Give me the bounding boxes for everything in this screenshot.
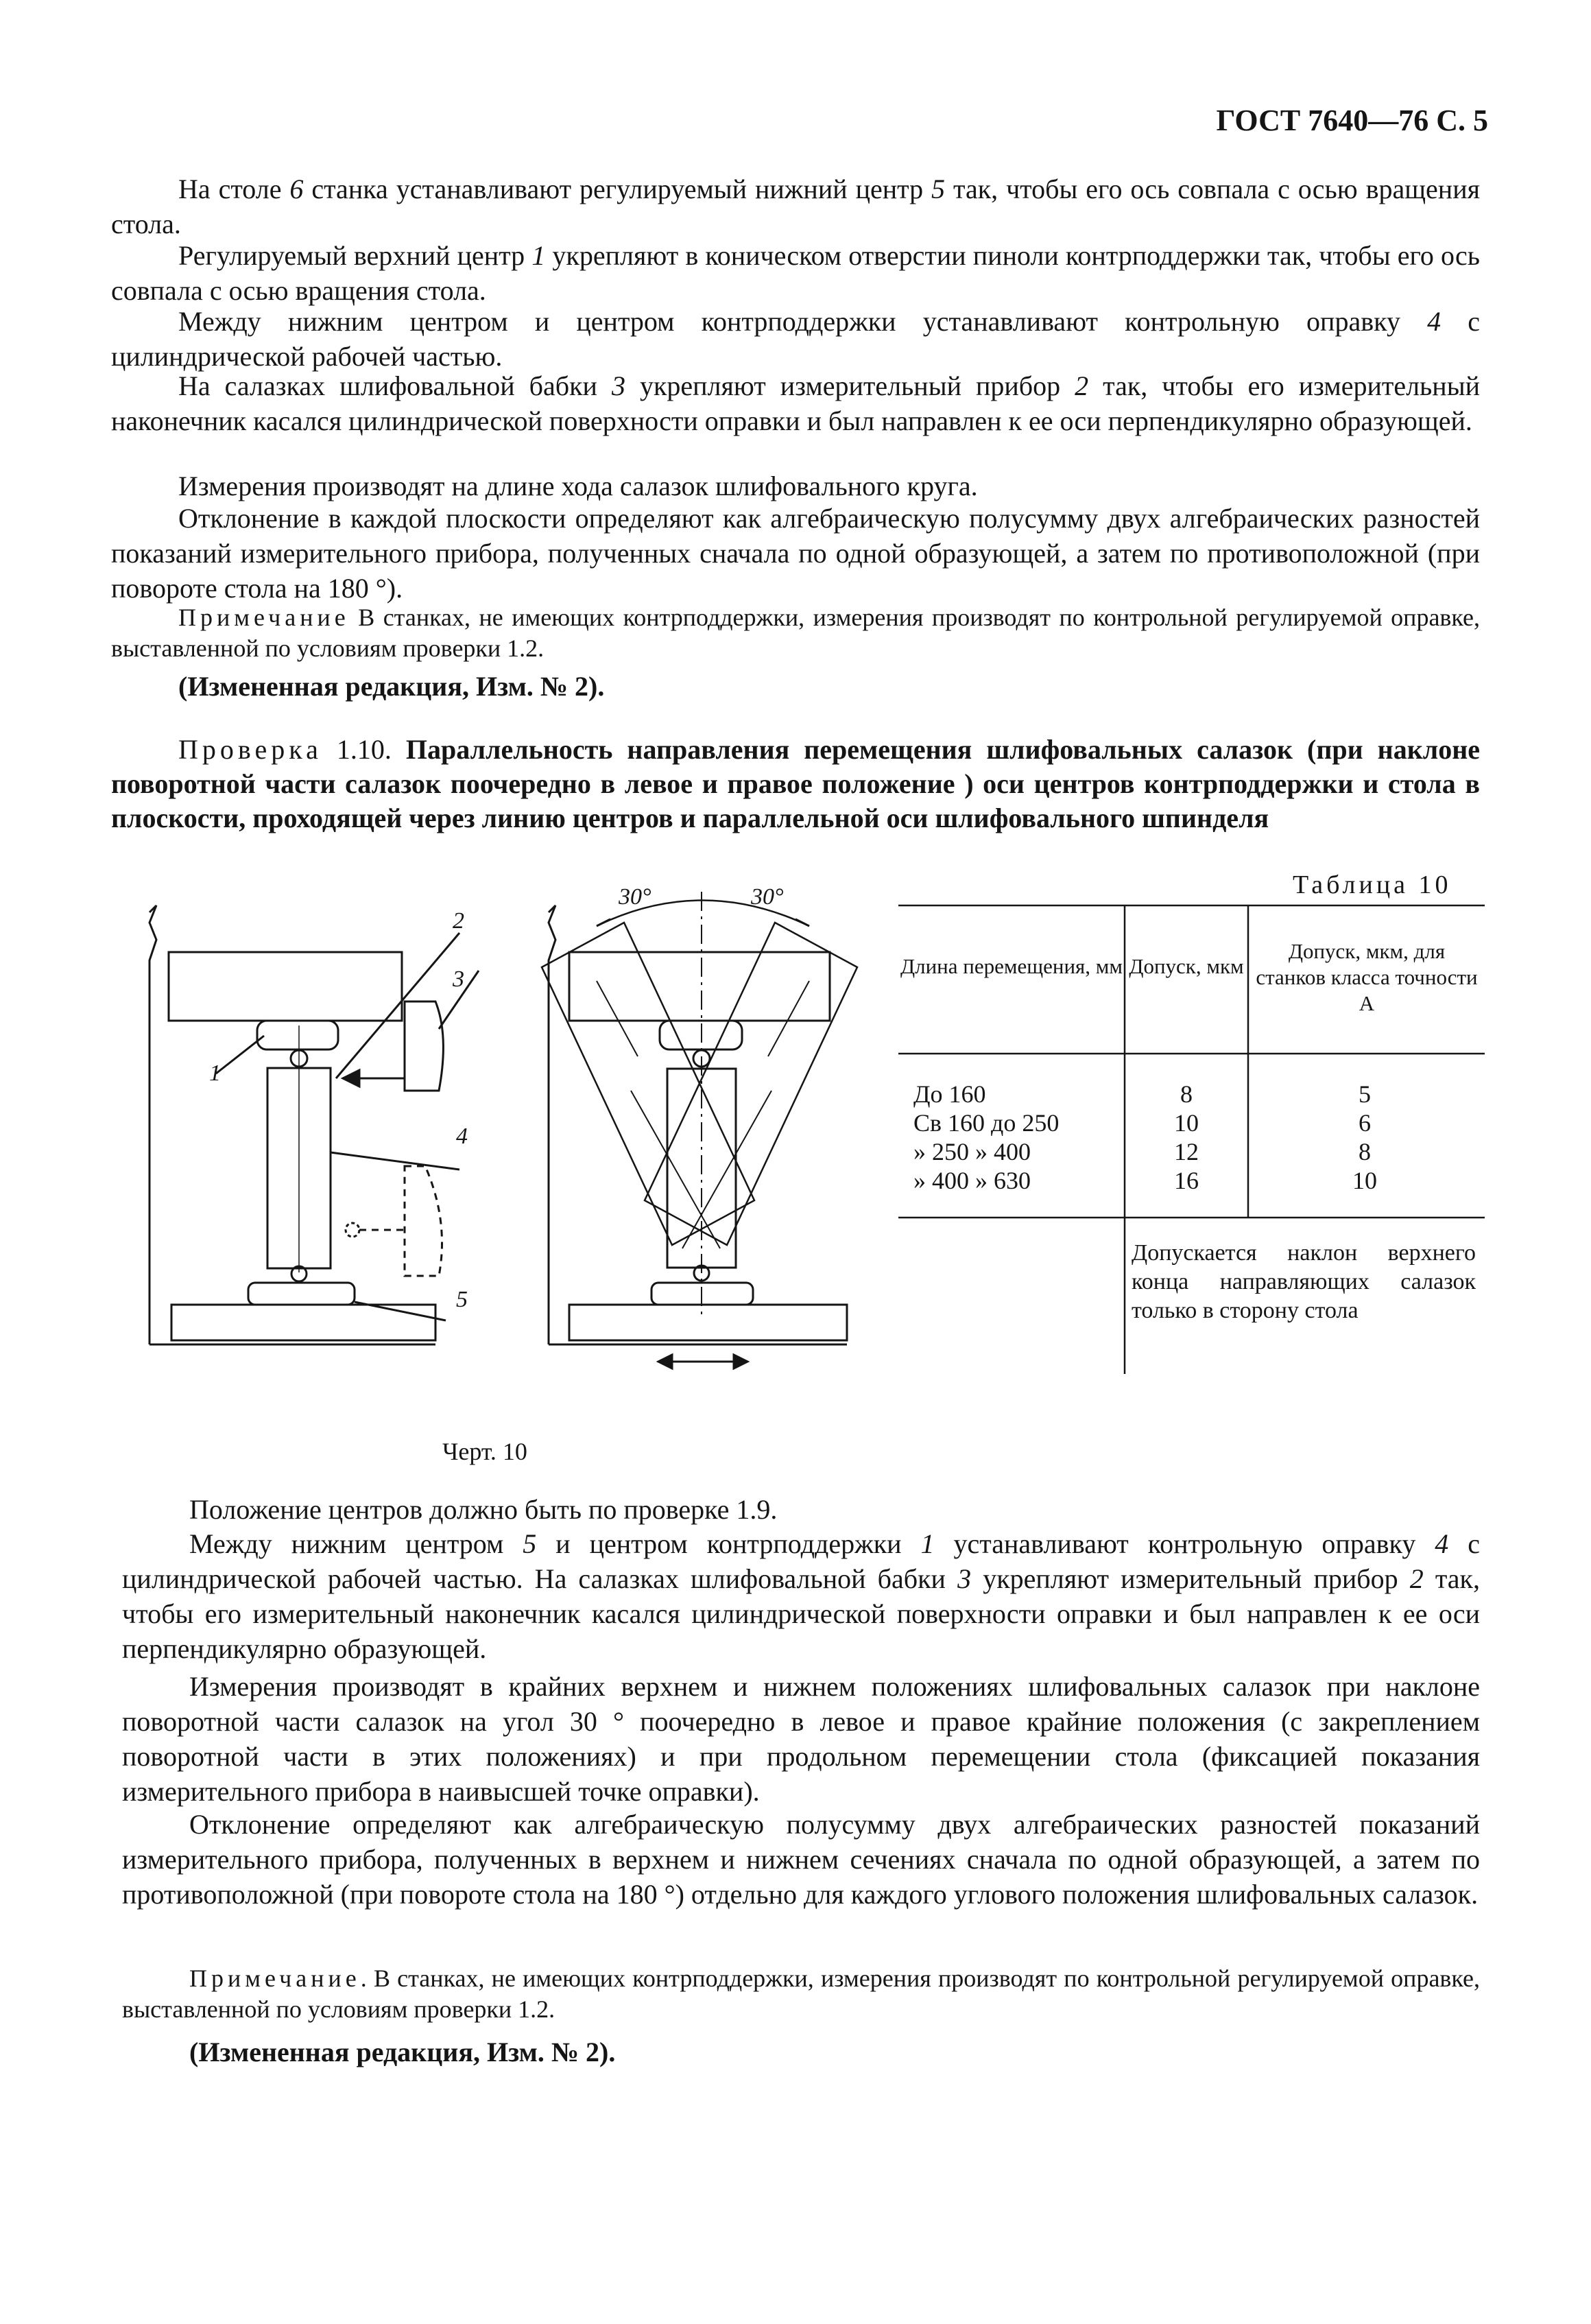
table-cell: Св 160 до 250 [913, 1109, 1060, 1137]
table-cell: 6 [1359, 1109, 1371, 1137]
paragraph-1: На столе 6 станка устанавливают регулируемый нижний центр 5 так, чтобы его ось совпала с осью вращения стола. [111, 174, 1481, 239]
upper-support [169, 952, 402, 1021]
edition-note-2: (Измененная редакция, Изм. № 2). [189, 2037, 616, 2067]
table-cell: 8 [1180, 1080, 1193, 1108]
table-cell: 5 [1359, 1080, 1371, 1108]
table-cell: » 400 » 630 [913, 1167, 1031, 1194]
paragraph-3: Между нижним центром и центром контрподдержки устанавливают контрольную оправку 4 с цилиндрической рабочей частью. [111, 306, 1480, 372]
after-paragraph-3: Измерения производят в крайних верхнем и нижнем положениях шлифовальных салазок при наклоне поворотной части салазок на угол 30 ° поочередно в левое и правое крайние положения (с закреплением поворотной части в этих положениях) и при продольном перемещении стола (фиксацией показания измерительного прибора в наивысшей точке оправки). [122, 1671, 1480, 1807]
after-paragraph-4: Отклонение определяют как алгебраическую полусумму двух алгебраических разностей показаний измерительного прибора, полученных в верхнем и нижнем сечениях сначала по одной образующей, а затем по противоположной (при повороте стола на 180 °) отдельно для каждого углового положения шлифовальных салазок. [122, 1809, 1480, 1910]
grinding-head-upper [405, 1001, 443, 1091]
table-header-length: Длина перемещения, мм [900, 954, 1123, 978]
figure-10-drawing [103, 864, 892, 1399]
right-column-break-line [549, 905, 555, 1344]
table-cell: 10 [1174, 1109, 1199, 1137]
figure-caption: Черт. 10 [442, 1438, 527, 1465]
note-2: Примечание. В станках, не имеющих контрподдержки, измерения производят по контрольной регулируемой оправке, выставленной по условиям проверки 1.2. [122, 1965, 1480, 2023]
after-paragraph-2: Между нижним центром 5 и центром контрподдержки 1 устанавливают контрольную оправку 4 с цилиндрической рабочей частью. На салазках шлифовальной бабки 3 укрепляют измерительный прибор 2 так, чтобы его измерительный наконечник касался цилиндрической поверхности оправки и был направлен к ее оси перпендикулярно образующей. [122, 1528, 1480, 1664]
paragraph-5: Измерения производят на длине хода салазок шлифовального круга. [178, 471, 978, 501]
table-footnote: Допускается наклон верхнего конца направляющих салазок только в сторону стола [1132, 1240, 1476, 1323]
table-cell: 8 [1359, 1138, 1371, 1165]
fig-label-5: 5 [456, 1287, 468, 1312]
paragraph-2: Регулируемый верхний центр 1 укрепляют в коническом отверстии пиноли контрподдержки так, чтобы его ось совпала с осью вращения стола. [111, 240, 1480, 306]
table-column-length [913, 1080, 1059, 1195]
after-paragraph-1: Положение центров должно быть по проверке 1.9. [189, 1494, 778, 1525]
note-1: Примечание В станках, не имеющих контрподдержки, измерения производят по контрольной регулируемой оправке, выставленной по условиям проверки 1.2. [111, 604, 1480, 662]
fig-label-4: 4 [456, 1124, 468, 1149]
table-cell: До 160 [913, 1080, 986, 1108]
grinding-head-lower [405, 1166, 442, 1276]
table-cell: 12 [1174, 1138, 1199, 1165]
table-cell: 10 [1352, 1167, 1377, 1194]
check-heading: Проверка 1.10. Параллельность направления перемещения шлифовальных салазок (при наклоне поворотной части салазок поочередно в левое и правое положение ) оси центров контрподдержки и стола в плоскости, проходящей через линию центров и параллельной оси шлифовального шпинделя [111, 734, 1480, 833]
table-column-tolerance [1125, 1080, 1248, 1195]
fig-angle-right: 30° [751, 884, 784, 910]
lower-center-holder [248, 1283, 355, 1305]
table-cell: 16 [1174, 1167, 1199, 1194]
fig-label-1: 1 [209, 1060, 221, 1086]
page-header: ГОСТ 7640—76 С. 5 [1216, 104, 1488, 137]
table-header-tolerance: Допуск, мкм [1129, 954, 1244, 978]
table-caption: Таблица 10 [1293, 870, 1452, 899]
table-header-tolerance-class-a: Допуск, мкм, для станков класса точности А [1256, 939, 1478, 1015]
paragraph-6: Отклонение в каждой плоскости определяют как алгебраическую полусумму двух алгебраических разностей показаний измерительного прибора, полученных сначала по одной образующей, а затем по противоположной (при повороте стола на 180 °). [111, 503, 1480, 604]
table-column-tolerance-class-a [1248, 1080, 1481, 1195]
fig-angle-left: 30° [619, 884, 651, 910]
edition-note-1: (Измененная редакция, Изм. № 2). [178, 671, 605, 702]
left-column-break-line [149, 905, 156, 1344]
table-cell: » 250 » 400 [913, 1138, 1031, 1165]
upper-center-holder [257, 1021, 338, 1050]
fig-label-3: 3 [453, 967, 464, 992]
paragraph-4: На салазках шлифовальной бабки 3 укрепляют измерительный прибор 2 так, чтобы его измерительный наконечник касался цилиндрической поверхности оправки и был направлен к ее оси перпендикулярно образующей. [111, 370, 1480, 436]
fig-label-2: 2 [453, 908, 464, 934]
